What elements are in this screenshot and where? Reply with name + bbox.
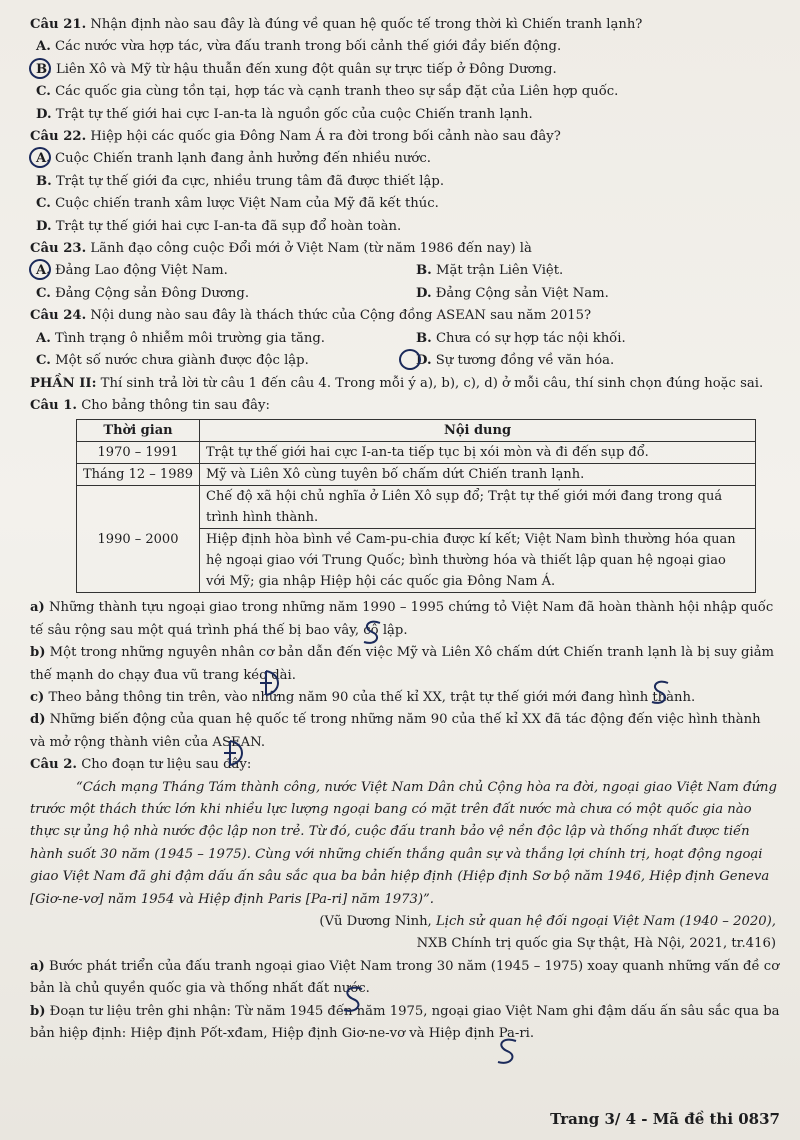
question-text: Cho đoạn tư liệu sau đây: [81, 757, 252, 773]
part2-question-2 [30, 754, 780, 776]
source-quote: “Cách mạng Tháng Tám thành công, nước Việt Nam Dân chủ Cộng hòa ra đời, ngoại giao Việt Nam đứng trước một thách thức lớn khi nhiều lực lượng ngoại bang có mặt trên đất nước mà chưa có một quốc gia nào thực sự ủng hộ nhà nước độc lập non trẻ. Từ đó, cuộc đấu tranh bảo vệ nền độc lập và thống nhất được tiến hành suốt 30 năm (1945 – 1975). Cùng với những chiến thắng quân sự và thắng lợi chính trị, hoạt động ngoại giao Việt Nam đã ghi đậm dấu ấn sâu sắc qua ba bản hiệp định (Hiệp định Sơ bộ năm 1946, Hiệp định Geneva [Giơ-ne-vơ] năm 1954 và Hiệp định Paris [Pa-ri] năm 1973)”. [30, 779, 777, 907]
statement-text: Theo bảng thông tin trên, vào những năm 90 của thế kỉ XX, trật tự thế giới mới đang hình thành. [48, 689, 696, 705]
options-row [30, 328, 780, 350]
question-text: Hiệp hội các quốc gia Đông Nam Á ra đời trong bối cảnh nào sau đây? [90, 129, 561, 145]
option-label: C. [36, 84, 51, 100]
option-label: C. [36, 353, 51, 369]
option-23a [36, 260, 400, 282]
option-24a [36, 328, 400, 350]
option-label: A. [36, 151, 51, 167]
statement-text: Những thành tựu ngoại giao trong những năm 1990 – 1995 chứng tỏ Việt Nam đã hoàn thành hội nhập quốc tế sâu rộng sau một quá trình phá thế bị bao vây, cô lập. [30, 600, 774, 638]
option-label: C. [36, 196, 51, 212]
option-text: Cuộc Chiến tranh lạnh đang ảnh hưởng đến nhiều nước. [55, 151, 431, 167]
question-text: Lãnh đạo công cuộc Đổi mới ở Việt Nam (từ năm 1986 đến nay) là [90, 241, 532, 257]
handwritten-s-mark [340, 984, 368, 1016]
option-text: Các nước vừa hợp tác, vừa đấu tranh trong bối cảnh thế giới đầy biến động. [55, 39, 562, 55]
option-text: Liên Xô và Mỹ từ hậu thuẫn đến xung đột quân sự trực tiếp ở Đông Dương. [55, 61, 557, 77]
question-number: Câu 21. [30, 17, 87, 32]
option-label: B. [36, 173, 52, 189]
statement-text: Bước phát triển của đấu tranh ngoại giao Việt Nam trong 30 năm (1945 – 1975) xoay quanh những vấn đề cơ bản là chủ quyền quốc gia và thống nhất đất nước. [30, 958, 780, 997]
table-cell-content: Chế độ xã hội chủ nghĩa ở Liên Xô sụp đổ; Trật tự thế giới mới đang trong quá trình hình thành. [200, 486, 756, 529]
table-cell-content: Mỹ và Liên Xô cùng tuyên bố chấm dứt Chiến tranh lạnh. [200, 464, 756, 486]
answer-circle-mark [29, 58, 51, 79]
option-label: A. [36, 330, 51, 346]
answer-circle-mark [399, 349, 421, 370]
handwritten-s-mark [494, 1036, 522, 1068]
option-24c [36, 350, 400, 372]
option-21d [36, 104, 780, 126]
option-label: A. [36, 39, 51, 55]
options-row [30, 350, 780, 372]
question-number: Câu 1. [30, 397, 77, 413]
option-label: D. [36, 106, 52, 122]
option-text: Trật tự thế giới hai cực I-an-ta là nguồn gốc của cuộc Chiến tranh lạnh. [55, 106, 533, 122]
citation-author: (Vũ Dương Ninh, [319, 914, 432, 929]
citation-title: Lịch sử quan hệ đối ngoại Việt Nam (1940 – 2020), [435, 914, 776, 929]
option-24d [406, 350, 780, 372]
table-cell-time: 1990 – 2000 [77, 486, 200, 593]
option-text: Một số nước chưa giành được độc lập. [55, 353, 309, 369]
option-text: Trật tự thế giới đa cực, nhiều trung tâm đã được thiết lập. [55, 173, 445, 189]
option-text: Đảng Lao động Việt Nam. [55, 263, 228, 279]
question-text: Nội dung nào sau đây là thách thức của Cộng đồng ASEAN sau năm 2015? [90, 308, 592, 324]
question-23 [30, 238, 780, 260]
section-text: Thí sinh trả lời từ câu 1 đến câu 4. Trong mỗi ý a), b), c), d) ở mỗi câu, thí sinh chọn đúng hoặc sai. [100, 375, 764, 391]
part2-question-1 [30, 395, 780, 417]
page-footer: Trang 3/ 4 - Mã đề thi 0837 [550, 1109, 780, 1128]
statement-label: a) [30, 958, 45, 974]
option-text: Chưa có sự hợp tác nội khối. [435, 330, 626, 346]
info-table [76, 419, 756, 593]
statement-2a [30, 956, 780, 1001]
question-text: Cho bảng thông tin sau đây: [81, 397, 270, 413]
option-22c [36, 193, 780, 215]
question-number: Câu 22. [30, 129, 87, 145]
source-citation [30, 911, 780, 956]
part-2-instructions [30, 373, 780, 395]
handwritten-d-mark [222, 738, 248, 768]
option-23c [36, 283, 400, 305]
table-row [77, 442, 756, 464]
statement-2b [30, 1001, 780, 1046]
statement-label: a) [30, 600, 45, 616]
option-22d [36, 216, 780, 238]
option-21c [36, 81, 780, 103]
option-22a [36, 148, 780, 170]
citation-publisher: NXB Chính trị quốc gia Sự thật, Hà Nội, 2021, tr.416) [416, 936, 776, 952]
option-label: C. [36, 285, 51, 301]
handwritten-s-mark [360, 618, 386, 648]
option-text: Cuộc chiến tranh xâm lược Việt Nam của Mỹ đã kết thúc. [55, 196, 439, 212]
option-label: B. [416, 330, 432, 346]
question-22 [30, 126, 780, 148]
table-row [77, 486, 756, 529]
option-label: D. [36, 218, 52, 234]
option-label: B. [416, 263, 432, 279]
question-text: Nhận định nào sau đây là đúng về quan hệ quốc tế trong thời kì Chiến tranh lạnh? [90, 17, 643, 32]
option-text: Mặt trận Liên Việt. [435, 263, 564, 279]
option-text: Tình trạng ô nhiễm môi trường gia tăng. [55, 330, 325, 346]
statement-text: Những biến động của quan hệ quốc tế trong những năm 90 của thế kỉ XX đã tác động đến việc hình thành và mở rộng thành viên của ASEAN. [30, 712, 761, 750]
statement-1a [30, 597, 780, 642]
options-row [30, 283, 780, 305]
option-label: D. [416, 353, 432, 369]
option-23d [406, 283, 780, 305]
table-cell-time: 1970 – 1991 [77, 442, 200, 464]
section-heading: PHẦN II: [30, 375, 97, 391]
handwritten-s-mark [648, 678, 674, 708]
option-text: Trật tự thế giới hai cực I-an-ta đã sụp đổ hoàn toàn. [55, 218, 402, 234]
option-text: Đảng Cộng sản Đông Dương. [55, 285, 250, 301]
option-label: A. [36, 263, 51, 279]
option-label: D. [416, 285, 432, 301]
table-header: Nội dung [200, 420, 756, 442]
table-cell-content: Trật tự thế giới hai cực I-an-ta tiếp tục bị xói mòn và đi đến sụp đổ. [200, 442, 756, 464]
options-row [30, 260, 780, 282]
statement-1d [30, 709, 780, 754]
question-number: Câu 23. [30, 241, 87, 257]
option-22b [36, 171, 780, 193]
statement-label: b) [30, 645, 46, 661]
option-23b [406, 260, 780, 282]
option-text: Sự tương đồng về văn hóa. [435, 353, 615, 369]
option-21a [36, 36, 780, 58]
statement-text: Đoạn tư liệu trên ghi nhận: Từ năm 1945 đến năm 1975, ngoại giao Việt Nam ghi đậm dấu ấn sâu sắc qua ba bản hiệp định: Hiệp định Pốt-xđam, Hiệp định Giơ-ne-vơ và Hiệp định Pa-ri. [30, 1003, 780, 1042]
handwritten-d-mark [258, 668, 284, 698]
table-row [77, 464, 756, 486]
statement-label: d) [30, 712, 46, 728]
option-text: Các quốc gia cùng tồn tại, hợp tác và cạnh tranh theo sự sắp đặt của Liên hợp quốc. [55, 84, 619, 100]
table-header: Thời gian [77, 420, 200, 442]
statement-label: b) [30, 1003, 46, 1019]
option-text: Đảng Cộng sản Việt Nam. [435, 285, 609, 301]
statement-label: c) [30, 689, 45, 705]
option-21b [36, 59, 780, 81]
option-24b [406, 328, 780, 350]
table-cell-time: Tháng 12 – 1989 [77, 464, 200, 486]
question-number: Câu 2. [30, 757, 77, 773]
table-header-row [77, 420, 756, 442]
question-number: Câu 24. [30, 308, 87, 324]
table-cell-content: Hiệp định hòa bình về Cam-pu-chia được kí kết; Việt Nam bình thường hóa quan hệ ngoại giao với Trung Quốc; bình thường hóa và thiết lập quan hệ ngoại giao với Mỹ; gia nhập Hiệp hội các quốc gia Đông Nam Á. [200, 529, 756, 593]
statement-text: Một trong những nguyên nhân cơ bản dẫn đến việc Mỹ và Liên Xô chấm dứt Chiến tranh lạnh là bị suy giảm thế mạnh do chạy đua vũ trang kéo dài. [30, 645, 775, 683]
question-21 [30, 14, 780, 36]
option-label: B. [36, 61, 52, 77]
question-24 [30, 305, 780, 327]
